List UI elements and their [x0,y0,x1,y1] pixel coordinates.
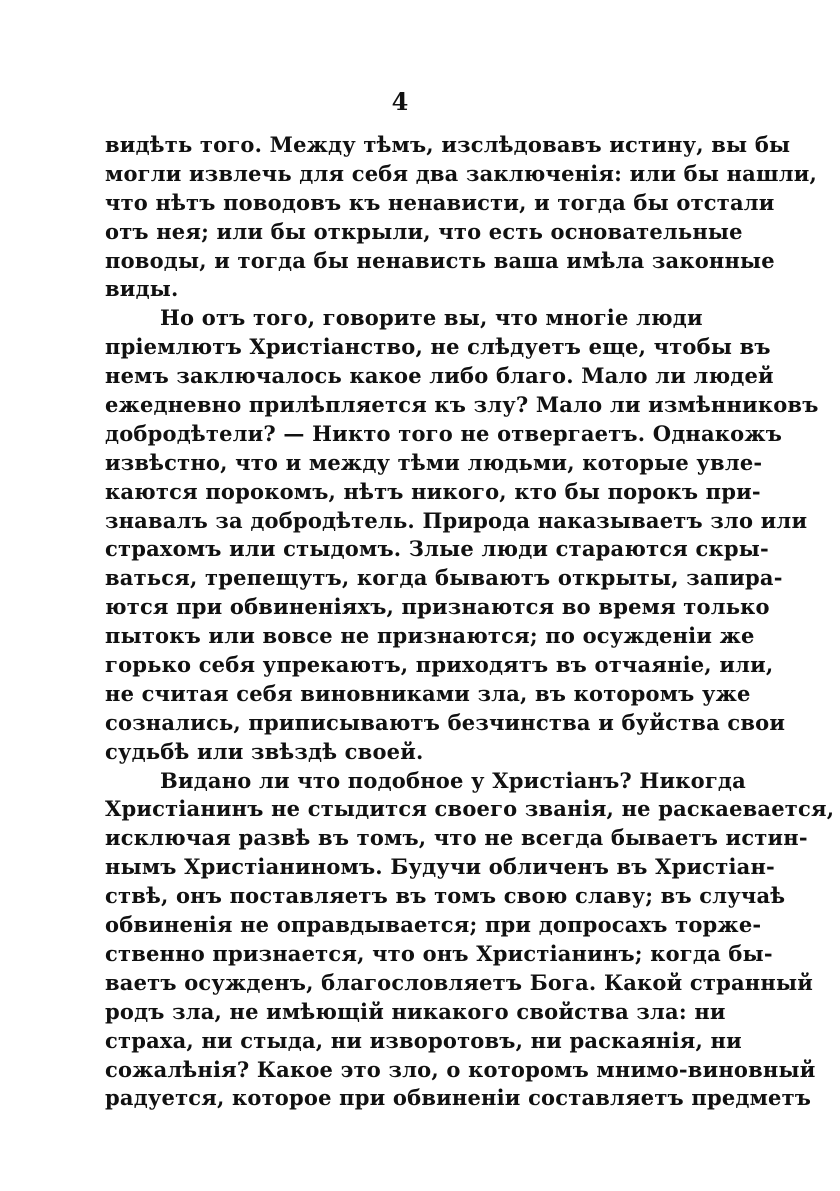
text-line: виды. [105,276,179,302]
text-line: знавалъ за добродѣтель. Природа наказываетъ зло или [105,507,808,533]
paragraph-1 [105,131,818,304]
text-line: поводы, и тогда бы ненависть ваша имѣла законные [105,247,775,273]
text-line: немъ заключалось какое либо благо. Мало ли людей [105,363,774,389]
page-number: 4 [391,87,409,116]
text-line: ются при обвиненіяхъ, признаются во время только [105,594,770,620]
text-line: пріемлютъ Христіанство, не слѣдуетъ еще, чтобы въ [105,334,771,360]
text-line: что нѣтъ поводовъ къ ненависти, и тогда бы отстали [105,189,775,215]
text-line: добродѣтели? — Никто того не отвергаетъ. Однакожъ [105,420,783,446]
text-line: могли извлечь для себя два заключенія: или бы нашли, [105,160,818,186]
text-line: пытокъ или вовсе не признаются; по осужденіи же [105,623,755,649]
text-line: ваться, трепещутъ, когда бываютъ открыты, запира- [105,565,783,591]
body-text [105,131,835,1113]
text-line: Видано ли что подобное у Христіанъ? Никогда [160,767,746,793]
text-line: Но отъ того, говорите вы, что многіе люди [160,305,703,331]
text-line: обвиненія не оправдывается; при допросахъ торже- [105,912,762,938]
paragraph-3 [105,767,835,1114]
text-line: страхомъ или стыдомъ. Злые люди стараются скры- [105,536,769,562]
text-line: ежедневно прилѣпляется къ злу? Мало ли измѣнниковъ [105,392,819,418]
paragraph-2 [105,304,819,766]
text-line: горько себя упрекаютъ, приходятъ въ отчаяніе, или, [105,652,774,678]
text-line: извѣстно, что и между тѣми людьми, которые увле- [105,449,763,475]
text-line: видѣть того. Между тѣмъ, изслѣдовавъ истину, вы бы [105,132,791,157]
text-line: нымъ Христіаниномъ. Будучи обличенъ въ Христіан- [105,854,775,880]
text-line: ваетъ осужденъ, благословляетъ Бога. Какой странный [105,969,813,995]
text-line: Христіанинъ не стыдится своего званія, не раскаевается, [105,796,835,822]
text-line: сожалѣнія? Какое это зло, о которомъ мнимо-виновный [105,1056,816,1082]
text-line: каются порокомъ, нѣтъ никого, кто бы порокъ при- [105,478,761,504]
text-line: родъ зла, не имѣющій никакого свойства зла: ни [105,998,726,1024]
text-line: ствѣ, онъ поставляетъ въ томъ свою славу; въ случаѣ [105,883,786,909]
text-line: радуется, которое при обвиненіи составляетъ предметъ [105,1085,812,1111]
text-line: судьбѣ или звѣздѣ своей. [105,738,424,764]
text-line: страха, ни стыда, ни изворотовъ, ни раскаянія, ни [105,1027,742,1053]
text-line: сознались, приписываютъ безчинства и буйства свои [105,709,786,735]
text-line: исключая развѣ въ томъ, что не всегда бываетъ истин- [105,825,808,851]
text-line: отъ нея; или бы открыли, что есть основательные [105,218,743,244]
text-line: ственно признается, что онъ Христіанинъ; когда бы- [105,940,773,966]
text-line: не считая себя виновниками зла, въ которомъ уже [105,680,751,706]
